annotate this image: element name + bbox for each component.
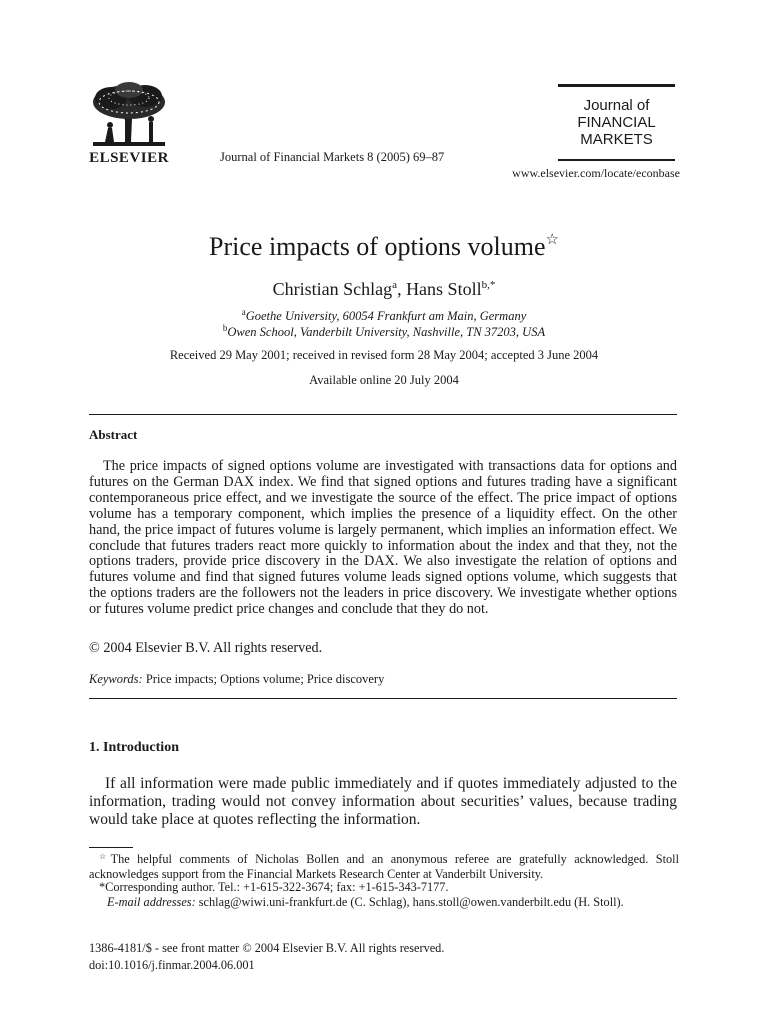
affiliation-mark: b [222, 323, 228, 333]
keywords [89, 672, 384, 687]
author-name: Christian Schlag [272, 279, 393, 299]
section-paragraph: If all information were made public immediately and if quotes immediately adjusted to the information, trading would not convey information about securities’ values, because trading would take place at quotes reflecting the information. [89, 775, 677, 829]
affiliation [0, 323, 768, 340]
available-online: Available online 20 July 2004 [309, 373, 459, 387]
issn-line: 1386-4181/$ - see front matter © 2004 Elsevier B.V. All rights reserved. [89, 941, 445, 955]
journal-logo-line: FINANCIAL [577, 114, 656, 131]
abstract-body: The price impacts of signed options volume are investigated with transactions data for options and futures on the German DAX index. We find that signed options and futures trading have a significant contemporaneous price effect, and we investigate the source of the effect. The price impact of options volume has a temporary component, which implies the presence of a liquidity effect. On the other hand, the price impact of futures volume is largely permanent, which implies an information effect. We conclude that futures traders react more quickly to information about the index and that they, not the options traders, provide price discovery in the DAX. We also investigate the relation of options and futures volume and find that signed futures volume leads signed options volume, which suggests that the options traders are the followers not the leaders in price discovery. We investigate whether options or futures volume predict price changes and conclude that they do not. [89, 458, 677, 618]
publisher-name: ELSEVIER [89, 150, 169, 166]
footnote-emails [89, 895, 679, 910]
author-affiliation-mark[interactable]: b,* [481, 279, 496, 291]
footnote-acknowledgement-text: The helpful comments of Nicholas Bollen and an anonymous referee are gratefully acknowledged. Stoll acknowledges support from the Financial Markets Research Center at Vanderbilt University. [89, 852, 680, 881]
doi-link[interactable]: doi:10.1016/j.finmar.2004.06.001 [89, 958, 255, 972]
footnote-divider [89, 847, 133, 848]
title-footnote-star-icon[interactable]: ☆ [545, 232, 559, 248]
affiliation-mark: a [241, 307, 246, 317]
affiliation-text: Goethe University, 60054 Frankfurt am Main, Germany [245, 309, 527, 324]
journal-logo-line: MARKETS [580, 131, 653, 148]
abstract-heading: Abstract [89, 427, 138, 442]
divider [89, 698, 677, 699]
divider [89, 414, 677, 415]
author-separator: , [397, 279, 407, 299]
journal-url[interactable]: www.elsevier.com/locate/econbase [512, 166, 680, 180]
author-list [0, 279, 768, 300]
article-title-text: Price impacts of options volume [209, 232, 546, 261]
tree-logo-icon [83, 82, 175, 150]
author-name: Hans Stoll [406, 279, 482, 299]
affiliation [0, 307, 768, 324]
journal-logo-line: Journal of [583, 97, 650, 114]
author-affiliation-mark[interactable]: a [392, 279, 398, 291]
article-history: Received 29 May 2001; received in revised form 28 May 2004; accepted 3 June 2004 [169, 348, 599, 362]
footnote-acknowledgement [89, 850, 679, 881]
email-addresses[interactable]: schlag@wiwi.uni-frankfurt.de (C. Schlag), hans.stoll@owen.vanderbilt.edu (H. Stoll). [198, 895, 624, 909]
journal-citation: Journal of Financial Markets 8 (2005) 69–87 [220, 150, 445, 164]
section-heading: 1. Introduction [89, 740, 179, 755]
journal-logo [558, 84, 675, 161]
affiliation-text: Owen School, Vanderbilt University, Nashville, TN 37203, USA [227, 325, 546, 340]
abstract-copyright: © 2004 Elsevier B.V. All rights reserved. [89, 640, 323, 656]
keywords-label: Keywords: [89, 672, 143, 686]
keywords-values: Price impacts; Options volume; Price discovery [145, 672, 385, 686]
footnote-star-icon: ☆ [99, 852, 111, 861]
email-label: E-mail addresses: [107, 895, 196, 909]
article-title [0, 230, 768, 262]
footnote-corresponding-author: *Corresponding author. Tel.: +1-615-322-3674; fax: +1-615-343-7177. [99, 880, 449, 894]
